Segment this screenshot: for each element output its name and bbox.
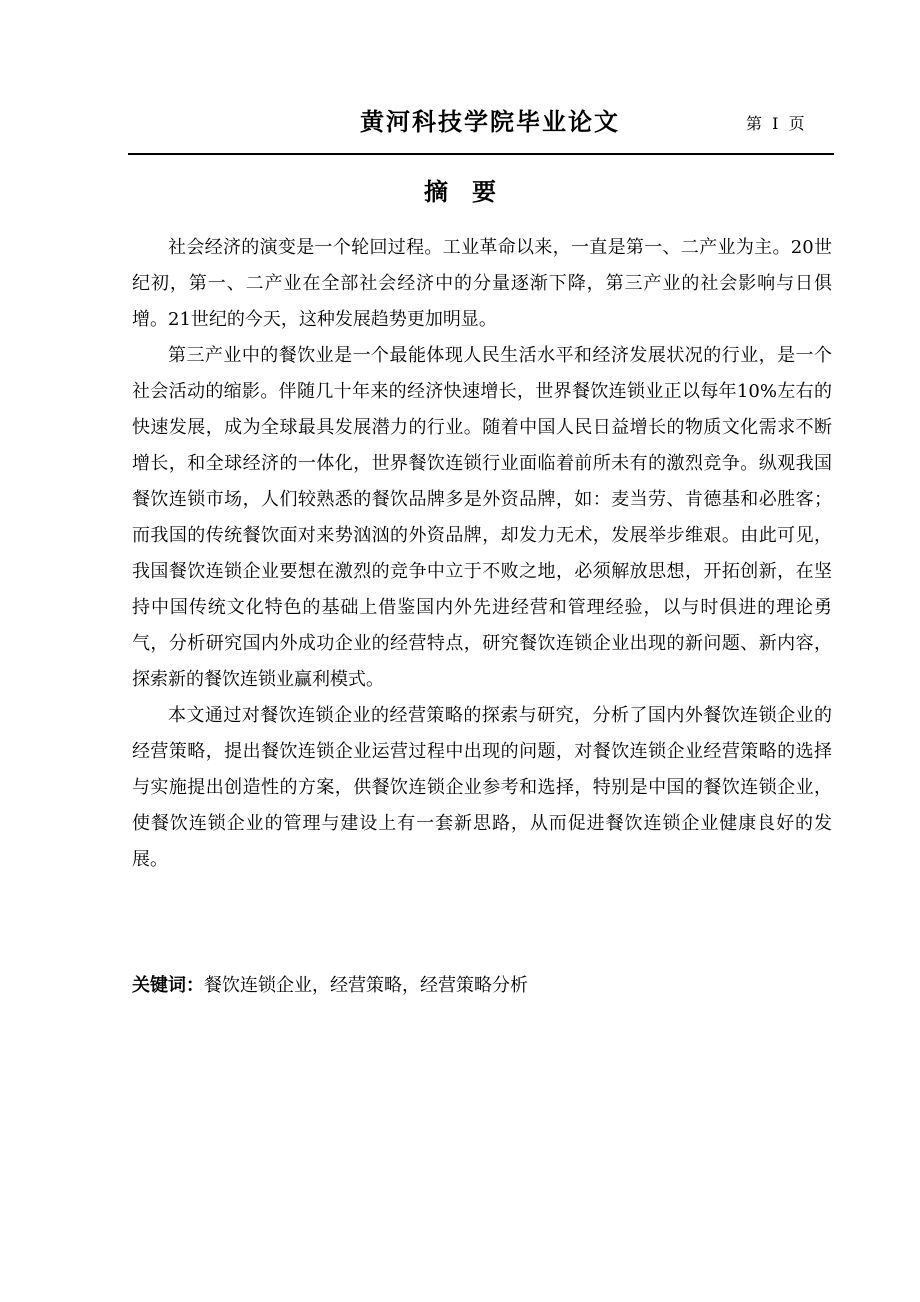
abstract-body — [132, 230, 832, 878]
abstract-paragraph: 社会经济的演变是一个轮回过程。工业革命以来，一直是第一、二产业为主。20世纪初，第一、二产业在全部社会经济中的分量逐渐下降，第三产业的社会影响与日俱增。21世纪的今天，这种发展趋势更加明显。 — [132, 237, 832, 330]
keywords-value: 餐饮连锁企业，经营策略，经营策略分析 — [204, 975, 528, 996]
keywords-line — [132, 968, 832, 1004]
abstract-title: 摘要 — [424, 178, 520, 206]
abstract-paragraph: 本文通过对餐饮连锁企业的经营策略的探索与研究，分析了国内外餐饮连锁企业的经营策略，提出餐饮连锁企业运营过程中出现的问题，对餐饮连锁企业经营策略的选择与实施提出创造性的方案，供餐饮连锁企业参考和选择，特别是中国的餐饮连锁企业，使餐饮连锁企业的管理与建设上有一套新思路，从而促进餐饮连锁企业健康良好的发展。 — [132, 705, 832, 870]
page-number: 第 I 页 — [746, 114, 805, 133]
header-divider — [128, 153, 834, 155]
abstract-paragraph: 第三产业中的餐饮业是一个最能体现人民生活水平和经济发展状况的行业，是一个社会活动的缩影。伴随几十年来的经济快速增长，世界餐饮连锁业正以每年10%左右的快速发展，成为全球最具发展潜力的行业。随着中国人民日益增长的物质文化需求不断增长，和全球经济的一体化，世界餐饮连锁行业面临着前所未有的激烈竞争。纵观我国餐饮连锁市场，人们较熟悉的餐饮品牌多是外资品牌，如：麦当劳、肯德基和必胜客；而我国的传统餐饮面对来势汹汹的外资品牌，却发力无术，发展举步维艰。由此可见，我国餐饮连锁企业要想在激烈的竞争中立于不败之地，必须解放思想，开拓创新，在坚持中国传统文化特色的基础上借鉴国内外先进经营和管理经验，以与时俱进的理论勇气，分析研究国内外成功企业的经营特点，研究餐饮连锁企业出现的新问题、新内容，探索新的餐饮连锁业赢利模式。 — [132, 345, 832, 690]
keywords-label: 关键词： — [132, 975, 204, 996]
document-header-title: 黄河科技学院毕业论文 — [360, 108, 620, 136]
